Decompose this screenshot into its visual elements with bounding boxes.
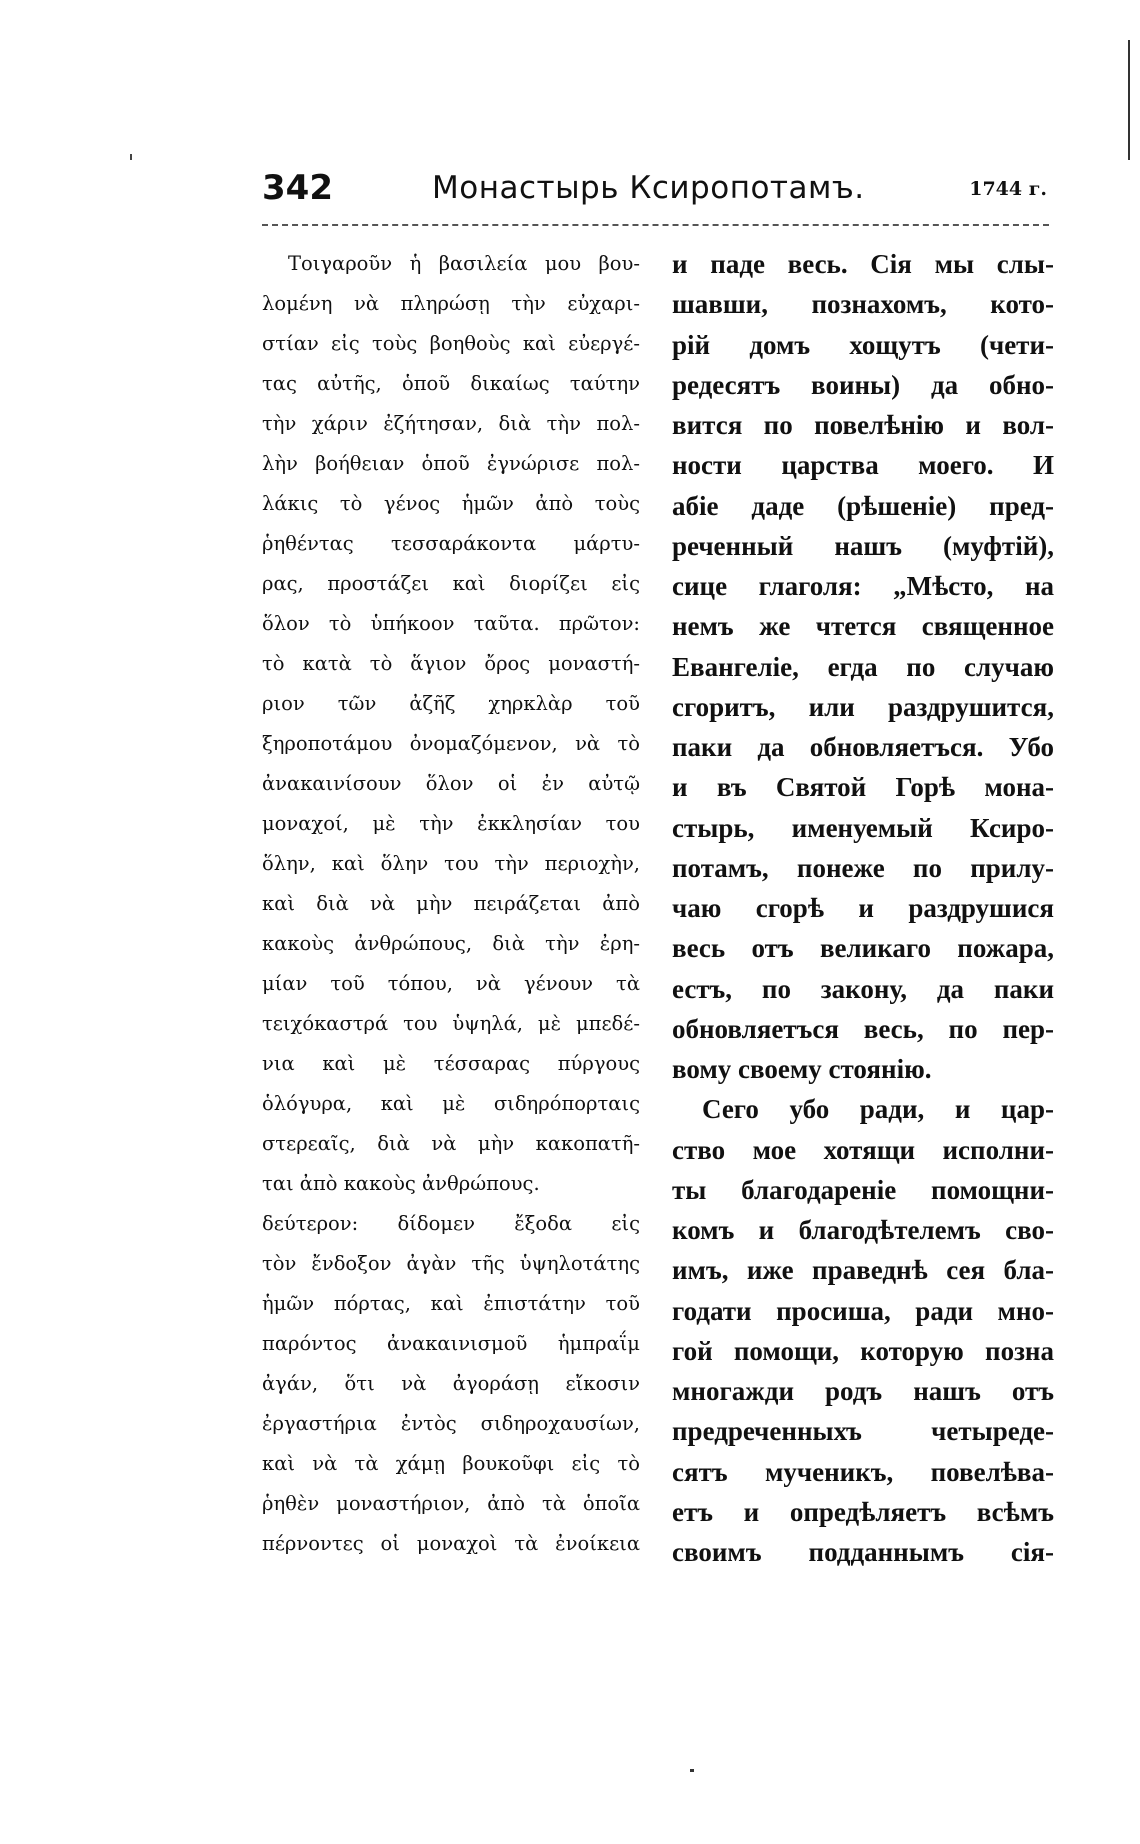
text-line: τὴν χάριν ἐζήτησαν, διὰ τὴν πολ- (262, 412, 640, 435)
header-rule (262, 224, 1049, 226)
text-line: λομένη νὰ πληρώσῃ τὴν εὐχαρι- (262, 292, 640, 315)
text-line: потамъ, понеже по прилу- (672, 852, 1054, 883)
text-line: обновляетъся весь, по пер- (672, 1013, 1054, 1044)
text-line: етъ и опредѣляетъ всѣмъ (672, 1496, 1054, 1527)
text-line: τας αὐτῆς, ὁποῦ δικαίως ταύτην (262, 372, 640, 395)
page-header (262, 168, 1062, 218)
text-line: ности царства моего. И (672, 450, 1054, 481)
text-line: редесятъ воины) да обно- (672, 369, 1054, 400)
text-line: πέρνοντες οἱ μοναχοὶ τὰ ἐνοίκεια (262, 1532, 640, 1555)
text-line: καὶ νὰ τὰ χάμῃ βουκοῦφι εἰς τὸ (262, 1452, 640, 1475)
text-line: своимъ подданнымъ сія- (672, 1537, 1054, 1567)
text-line: μοναχοί, μὲ τὴν ἐκκλησίαν του (262, 812, 640, 835)
scan-edge-mark (1128, 40, 1130, 160)
text-line: весь отъ великаго пожара, (672, 933, 1054, 964)
text-line: μίαν τοῦ τόπου, νὰ γένουν τὰ (262, 972, 640, 995)
text-line: вому своему стоянію. (672, 1054, 932, 1084)
page-number: 342 (262, 168, 333, 208)
text-line: и въ Святой Горѣ мона- (672, 772, 1054, 803)
text-line: ἀνακαινίσουν ὅλον οἱ ἐν αὐτῷ (262, 772, 640, 795)
text-line: Сего убо ради, и цар- (702, 1094, 1054, 1125)
text-line: предреченныхъ четыреде- (672, 1416, 1054, 1447)
text-line: ται ἀπὸ κακοὺς ἀνθρώπους. (262, 1172, 540, 1195)
text-line: ρας, προστάζει καὶ διορίζει εἰς (262, 572, 640, 595)
text-line: στερεαῖς, διὰ νὰ μὴν κακοπατῆ- (262, 1132, 640, 1155)
text-line: сгоритъ, или раздрушится, (672, 691, 1054, 722)
running-title: Монастырь Ксиропотамъ. (432, 170, 865, 206)
text-line: ство мое хотящи исполни- (672, 1134, 1054, 1165)
text-line: ριον τῶν ἀζῆζ χηρκλὰρ τοῦ (262, 692, 640, 715)
year-marker: 1744 г. (969, 178, 1047, 200)
text-line: ἐργαστήρια ἐντὸς σιδηροχαυσίων, (262, 1412, 640, 1435)
text-line: καὶ διὰ νὰ μὴν πειράζεται ἀπὸ (262, 892, 640, 915)
text-line: сятъ мученикъ, повелѣва- (672, 1456, 1054, 1487)
text-line: ἡμῶν πόρτας, καὶ ἐπιστάτην τοῦ (262, 1292, 640, 1315)
text-line: ἀγάν, ὅτι νὰ ἀγοράσῃ εἴκοσιν (262, 1372, 640, 1395)
text-line: ὁλόγυρα, καὶ μὲ σιδηρόπορταις (262, 1092, 640, 1115)
text-line: λὴν βοήθειαν ὁποῦ ἐγνώρισε πολ- (262, 452, 640, 475)
text-line: шавши, познахомъ, кото- (672, 289, 1054, 320)
text-line: немъ же чтется священное (672, 611, 1054, 642)
text-line: сице глаголя: „Мѣсто, на (672, 571, 1054, 601)
text-line: νια καὶ μὲ τέσσαρας πύργους (262, 1052, 640, 1075)
scan-speck (130, 154, 132, 160)
text-line: чаю сгорѣ и раздрушися (672, 893, 1054, 923)
greek-text-column (262, 244, 640, 1564)
scan-speck (690, 1769, 694, 1772)
text-line: естъ, по закону, да паки (672, 973, 1054, 1004)
text-line: ὅλην, καὶ ὅλην του τὴν περιοχὴν, (262, 852, 640, 875)
text-line: ты благодареніе помощни- (672, 1174, 1054, 1205)
text-line: τειχόκαστρά του ὑψηλά, μὲ μπεδέ- (262, 1012, 640, 1035)
text-line: имъ, иже праведнѣ сея бла- (672, 1255, 1054, 1286)
text-line: гой помощи, которую позна (672, 1335, 1054, 1366)
text-line: λάκις τὸ γένος ἡμῶν ἀπὸ τοὺς (262, 492, 640, 515)
text-line: рій домъ хощутъ (чети- (672, 329, 1054, 360)
text-line: κακοὺς ἀνθρώπους, διὰ τὴν ἐρη- (262, 932, 640, 955)
text-line: ῥηθὲν μοναστήριον, ἀπὸ τὰ ὁποῖα (262, 1492, 640, 1515)
text-line: вится по повелѣнію и вол- (672, 410, 1054, 440)
text-line: ῥηθέντας τεσσαράκοντα μάρτυ- (262, 532, 640, 555)
text-line: Τοιγαροῦν ἡ βασιλεία μου βου- (288, 252, 640, 275)
text-line: стырь, именуемый Ксиро- (672, 812, 1054, 843)
text-line: абіе даде (рѣшеніе) пред- (672, 490, 1054, 521)
text-line: паки да обновляетъся. Убо (672, 732, 1054, 762)
text-line: παρόντος ἀνακαινισμοῦ ἡμπραΐμ (262, 1332, 640, 1355)
text-line: годати просиша, ради мно- (672, 1295, 1054, 1326)
text-line: τὸν ἔνδοξον ἀγὰν τῆς ὑψηλοτάτης (262, 1252, 640, 1275)
text-line: στίαν εἰς τοὺς βοηθοὺς καὶ εὐεργέ- (262, 332, 640, 355)
text-line: ξηροποτάμου ὀνομαζόμενον, νὰ τὸ (262, 732, 640, 755)
text-line: и паде весь. Сія мы слы- (672, 249, 1054, 279)
text-line: реченный нашъ (муфтій), (672, 530, 1054, 561)
text-line: δεύτερον: δίδομεν ἔξοδα εἰς (262, 1212, 640, 1235)
slavonic-text-column (672, 244, 1054, 1572)
text-line: τὸ κατὰ τὸ ἅγιον ὄρος μοναστή- (262, 652, 640, 675)
text-line: ὅλον τὸ ὑπήκοον ταῦτα. πρῶτον: (262, 612, 640, 635)
text-line: многажди родъ нашъ отъ (672, 1376, 1054, 1406)
text-line: Евангеліе, егда по случаю (672, 651, 1054, 682)
text-line: комъ и благодѣтелемъ сво- (672, 1215, 1054, 1245)
